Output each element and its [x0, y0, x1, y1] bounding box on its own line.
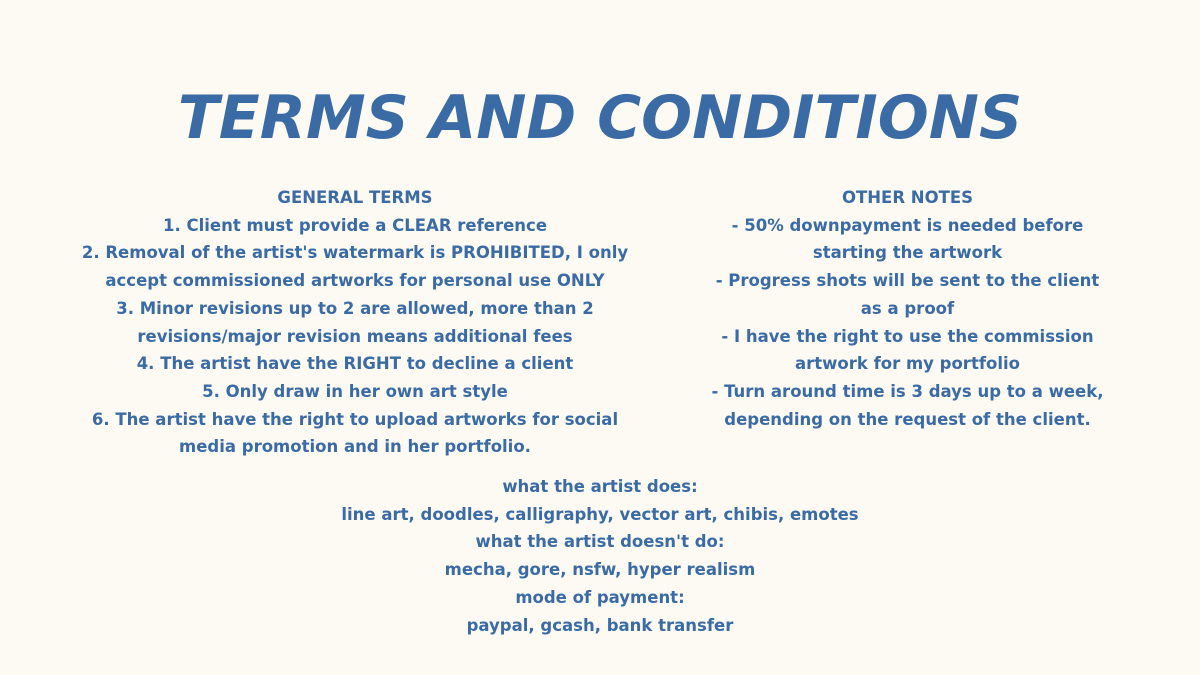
other-notes-section: [690, 184, 1125, 433]
general-term-item: 5. Only draw in her own art style: [202, 381, 508, 401]
general-term-item: 6. The artist have the right to upload artworks for social media promotion and in her portfolio.: [91, 409, 619, 457]
artist-does-list: line art, doodles, calligraphy, vector art, chibis, emotes: [341, 504, 859, 524]
artist-does-heading: what the artist does:: [502, 477, 698, 496]
general-term-item: 4. The artist have the RIGHT to decline a client: [136, 354, 574, 374]
services-and-payment-section: [300, 473, 900, 639]
general-term-item: 1. Client must provide a CLEAR reference: [162, 215, 548, 235]
other-note-item: - Progress shots will be sent to the client as a proof: [715, 271, 1100, 318]
artist-doesnt-list: mecha, gore, nsfw, hyper realism: [444, 560, 756, 580]
payment-heading: mode of payment:: [515, 587, 685, 607]
general-terms-heading: GENERAL TERMS: [277, 188, 433, 207]
payment-list: paypal, gcash, bank transfer: [466, 615, 734, 635]
general-term-item: 3. Minor revisions up to 2 are allowed, more than 2 revisions/major revision means additional fees: [116, 298, 594, 346]
other-notes-heading: OTHER NOTES: [841, 188, 974, 207]
general-term-item: 2. Removal of the artist's watermark is PROHIBITED, I only accept commissioned artworks for personal use ONLY: [81, 243, 629, 291]
artist-doesnt-heading: what the artist doesn't do:: [475, 532, 725, 552]
other-note-item: - I have the right to use the commission artwork for my portfolio: [721, 326, 1094, 374]
general-terms-section: [60, 184, 650, 461]
page-title: TERMS AND CONDITIONS: [177, 83, 1023, 153]
other-note-item: - 50% downpayment is needed before starting the artwork: [731, 215, 1084, 263]
other-note-item: - Turn around time is 3 days up to a week, depending on the request of the client.: [711, 381, 1104, 429]
